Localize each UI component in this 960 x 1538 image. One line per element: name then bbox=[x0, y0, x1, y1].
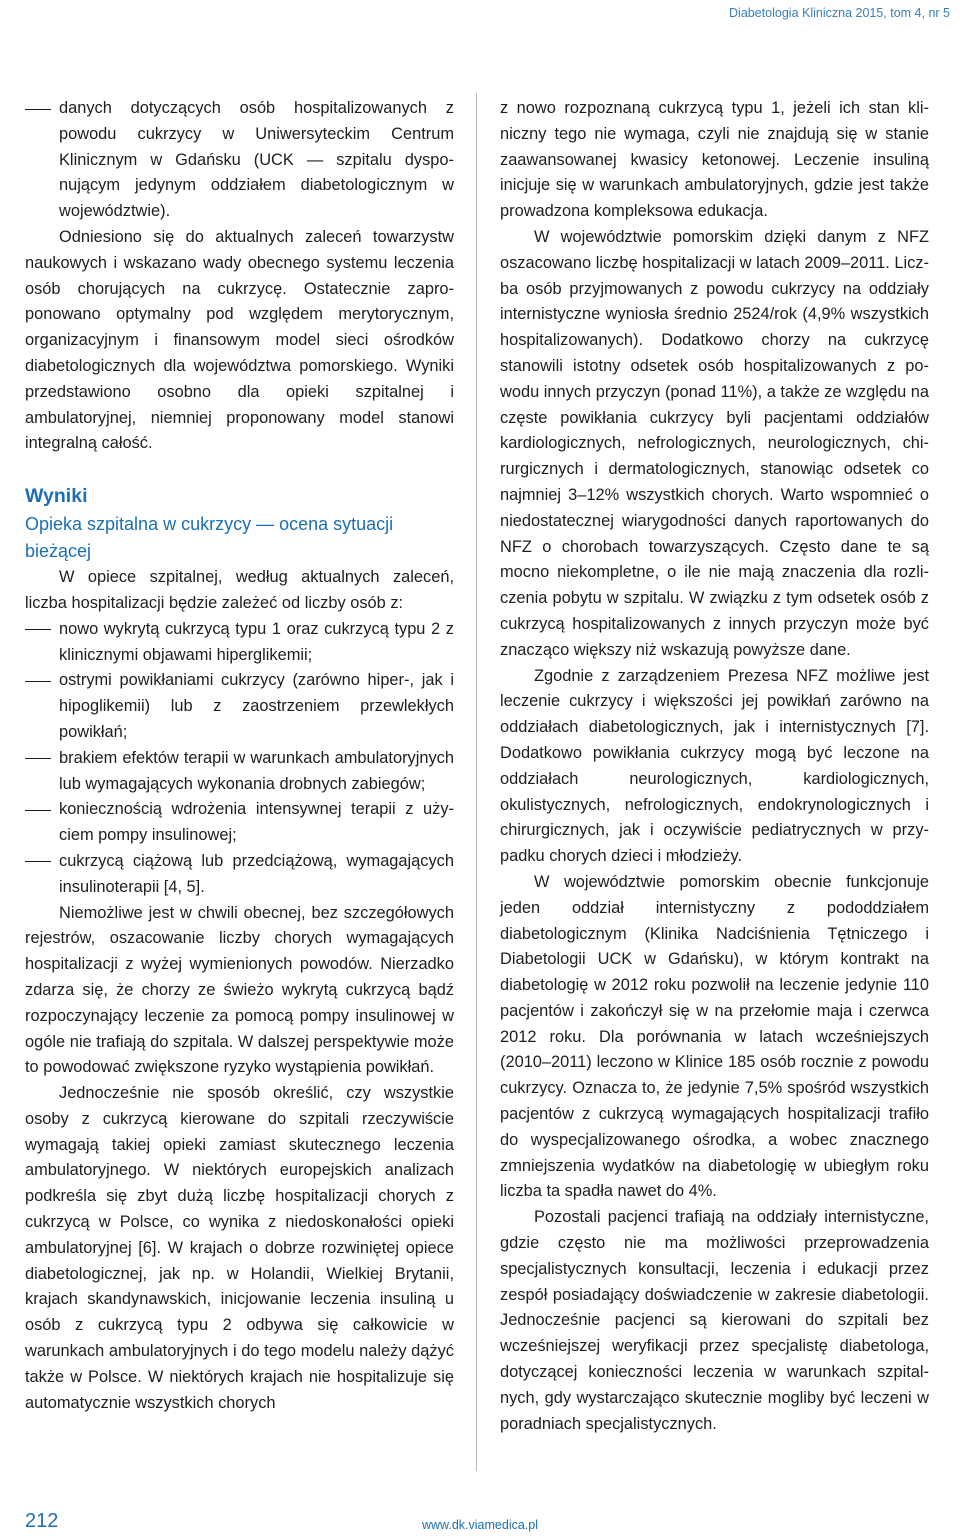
list-item: nowo wykrytą cukrzycą typu 1 oraz cukrzycą typu 2 z klinicznymi objawami hiperglikemii; bbox=[25, 617, 454, 669]
paragraph: W opiece szpitalnej, według aktualnych zaleceń, liczba hospitalizacji będzie zależeć od liczby osób z: bbox=[25, 568, 454, 612]
list-item: ostrymi powikłaniami cukrzycy (zarówno hiper-, jak i hipoglikemii) lub z zaostrzeniem przewlekłych powikłań; bbox=[25, 668, 454, 745]
footer-url[interactable]: www.dk.viamedica.pl bbox=[421, 1518, 538, 1532]
page-number: 212 bbox=[25, 1510, 59, 1532]
section-heading: Wyniki bbox=[25, 485, 88, 508]
paragraph: Odniesiono się do aktualnych zaleceń towarzystw naukowych i wskazano wady obecnego systemu leczenia osób chorujących na cukrzycę. Ostatecznie zaproponowano optymalny pod względem merytorycznym, organizacyjnym i finansowym model sieci ośrodków diabetologicznych dla województwa pomorskiego. Wyniki przedstawiono osobno dla opieki szpitalnej i ambulatoryjnej, niemniej proponowany model stanowi integralną całość. bbox=[25, 227, 454, 453]
paragraph: Niemożliwe jest w chwili obecnej, bez szczegółowych rejestrów, oszacowanie liczby chorych wymagających hospitalizacji z wyżej wymienionych powodów. Nierzadko zdarza się, że chorzy ze świeżo wykrytą cukrzycą bądź rozpoczynający leczenie za pomocą pompy insulinowej w ogóle nie trafiają do szpitala. W dalszej perspektywie może to powodować zwiększone ryzyko wystąpienia powikłań. bbox=[25, 903, 454, 1077]
paragraph: W województwie pomorskim obecnie funkcjonuje jeden oddział internistyczny z pododdziałem diabetologicznym (Klinika Nadciśnienia Tętniczego i Diabetologii UCK w Gdańsku), w którym kontrakt na diabetologię w 2012 roku pozwolił na leczenie jedynie 110 pacjentów i zakończył się w na przełomie maja i czerwca 2012 roku. Dla porównania w latach wcześniejszych (2010–2011) leczono w Klinice 185 osób rocznie z powodu cukrzycy. Oznacza to, że jedynie 7,5% spośród wszystkich pacjentów z cukrzycą wymagających hospitalizacji trafiło do wyspecjalizowanego ośrodka, a wobec znacznego zmniejszenia wydatków na diabetologię w ubiegłym roku liczba ta spadła nawet do 4%. bbox=[500, 872, 929, 1201]
column-divider bbox=[476, 93, 477, 1471]
list-item: danych dotyczących osób hospitalizowanych z powodu cukrzycy w Uniwersyteckim Centrum Klinicznym w Gdańsku (UCK — szpitalu dysponującym jedynym oddziałem diabetologicznym w województwie). bbox=[25, 96, 454, 225]
right-column bbox=[500, 96, 929, 1437]
subsection-heading: Opieka szpitalna w cukrzycy — ocena sytuacji bieżącej bbox=[25, 514, 394, 562]
paragraph: Jednocześnie nie sposób określić, czy wszystkie osoby z cukrzycą kierowane do szpitali rzeczywiście wymagają takiej opieki zamiast skutecznego leczenia ambulatoryjnego. W niektórych europejskich analizach podkreśla się zbyt dużą liczbę hospitalizacji chorych z cukrzycą w Polsce, co wynika z niedoskonałości opieki ambulatoryjnej [6]. W krajach o dobrze rozwiniętej opiece diabetologicznej, jak np. w Holandii, Wielkiej Brytanii, krajach skandynawskich, inicjowanie leczenia insuliną u osób z cukrzycą typu 2 odbywa się całkowicie w warunkach ambulatoryjnych i do tego modelu należy dążyć także w Polsce. W niektórych krajach nie hospitalizuje się automatycznie wszystkich chorych bbox=[25, 1084, 454, 1412]
paragraph: Pozostali pacjenci trafiają na oddziały internistyczne, gdzie często nie ma możliwości przeprowadzenia specjalistycznych konsultacji, leczenia i edukacji przez zespół posiadający doświadczenie w zakresie diabetologii. Jednocześnie pacjenci są kierowani do szpitali bez wcześniejszej weryfikacji przez specjalistę diabetologa, dotyczącej konieczności leczenia w warunkach szpitalnych, gdy wystarczająco skutecznie mogliby być leczeni w poradniach specjalistycznych. bbox=[500, 1208, 929, 1433]
paragraph: Zgodnie z zarządzeniem Prezesa NFZ możliwe jest leczenie cukrzycy i większości jej powikłań zarówno na oddziałach diabetologicznych, jak i internistycznych [7]. Dodatkowo powikłania cukrzycy mogą być leczone na oddziałach neurologicznych, kardiologicznych, okulistycznych, nefrologicznych, endokrynologicznych i chirurgicznych, jak i oczywiście pediatrycznych w przypadku chorych dzieci i młodzieży. bbox=[500, 666, 929, 866]
list-item: cukrzycą ciążową lub przedciążową, wymagających insulinoterapii [4, 5]. bbox=[25, 849, 454, 901]
left-column bbox=[25, 96, 454, 1416]
list-item: brakiem efektów terapii w warunkach ambulatoryjnych lub wymagających wykonania drobnych zabiegów; bbox=[25, 746, 454, 798]
paragraph: z nowo rozpoznaną cukrzycą typu 1, jeżeli ich stan kliniczny tego nie wymaga, czyli nie znajdują się w stanie zaawansowanej kwasicy ketonowej. Leczenie insuliną inicjuje się w warunkach ambulatoryjnych, gdzie jest także prowadzona kompleksowa edukacja. bbox=[500, 99, 929, 221]
paragraph: W województwie pomorskim dzięki danym z NFZ oszacowano liczbę hospitalizacji w latach 2009–2011. Liczba osób przyjmowanych z powodu cukrzycy na oddziały internistyczne wyniosła średnio 2524/rok (4,9% wszystkich hospitalizowanych). Dodatkowo chorzy na cukrzycę stanowili istotny odsetek osób hospitalizowanych z powodu innych przyczyn (ponad 11%), a także ze względu na częste powikłania cukrzycy byli pacjentami oddziałów kardiologicznych, nefrologicznych, neurologicznych, chirurgicznych i dermatologicznych, stanowiąc odsetek co najmniej 3–12% wszystkich chorych. Warto wspomnieć o niedostatecznej wiarygodności danych raportowanych do NFZ o chorobach towarzyszących. Często dane te są mocno niekompletne, o ile nie mają znaczenia dla rozliczenia pobytu w szpitalu. W związku z tym odsetek osób z cukrzycą hospitalizowanych z innych przyczyn może być znacząco większy niż wskazują powyższe dane. bbox=[500, 227, 929, 659]
list-item: koniecznością wdrożenia intensywnej terapii z użyciem pompy insulinowej; bbox=[25, 797, 454, 849]
running-head: Diabetologia Kliniczna 2015, tom 4, nr 5 bbox=[729, 6, 950, 20]
